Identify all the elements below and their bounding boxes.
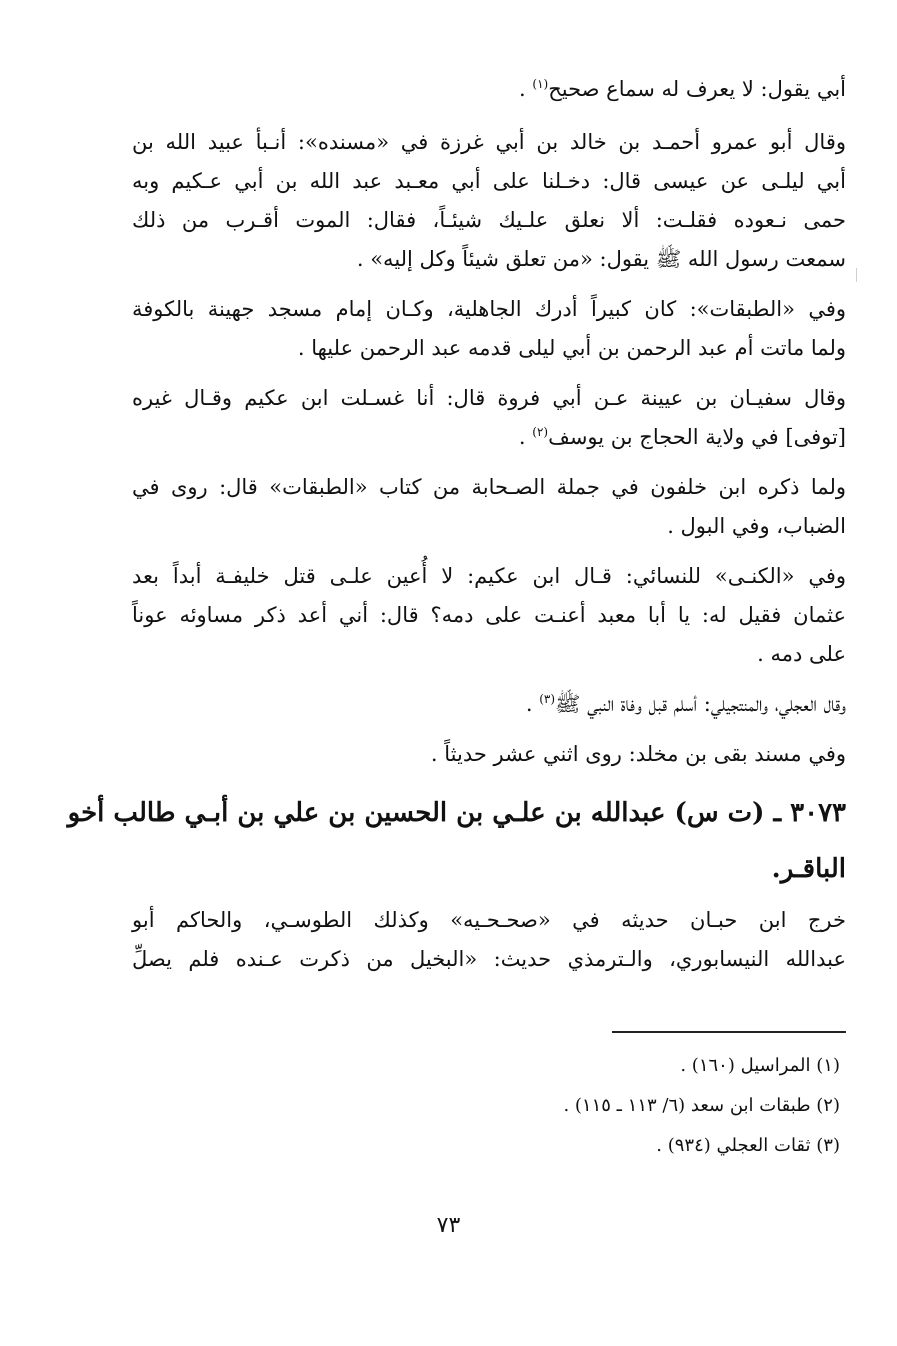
page-number: ٧٣ bbox=[436, 1213, 461, 1238]
footnote-divider bbox=[612, 1031, 846, 1033]
entry-heading-line: الباقـر. bbox=[771, 854, 846, 884]
text-line: ولما ذكره ابن خلفون في جملة الصـحابة من كتاب «الطبقات» قال: روى في bbox=[132, 475, 846, 499]
text-line: عبدالله النيسابوري، والـترمذي حديث: «البخيل من ذكرت عـنده فلم يصلِّ bbox=[132, 947, 846, 971]
footnote-2: (٢) طبقات ابن سعد (٦/ ١١٣ ـ ١١٥) . bbox=[563, 1095, 840, 1116]
paragraph-3 bbox=[132, 290, 846, 368]
footnote-marker: (٣) bbox=[539, 692, 556, 706]
paragraph-2 bbox=[132, 123, 846, 279]
text-line: أبي ليلـى عن عيسى قال: دخـلنا على أبي معـبد عبد الله بن أبي عـكيم وبه bbox=[132, 169, 846, 193]
paragraph-4: وقال سفيـان بن عيينة عـن أبي فروة قال: أنا غسـلت ابن عكيم وقـال غيره [توفى] في ولاية الحجاج بن يوسف$^{(٢)}$ . bbox=[132, 379, 846, 457]
text-line: سمعت رسول الله ﷺ يقول: «من تعلق شيئاً وكل إليه» . bbox=[356, 247, 846, 271]
text-line: على دمه . bbox=[757, 642, 846, 666]
paragraph-6 bbox=[132, 557, 846, 674]
text-line: حمى نـعوده فقلـت: ألا نعلق علـيك شيئـاً، فقال: الموت أقـرب من ذلك bbox=[132, 208, 846, 232]
entry-heading bbox=[67, 785, 846, 897]
text-line: وقال العجلي، والمنتجيلي: أسلم قبل وفاة النبي ﷺ bbox=[555, 692, 846, 716]
paragraph-9 bbox=[132, 901, 846, 979]
footnotes bbox=[132, 1046, 840, 1166]
text-line: وقال أبو عمرو أحمـد بن خالد بن أبي غرزة في «مسنده»: أنـبأ عبيد الله بن bbox=[132, 130, 846, 154]
footnote-3: (٣) ثقات العجلي (٩٣٤) . bbox=[656, 1135, 840, 1156]
footnote-marker: (٢) bbox=[532, 425, 549, 439]
footnote-1: (١) المراسيل (١٦٠) . bbox=[680, 1055, 840, 1076]
text-line: عثمان فقيل له: يا أبا معبد أعنـت على دمه؟ قال: أني أعد ذكر مساوئه عوناً bbox=[132, 603, 846, 627]
entry-heading-line: ٣٠٧٣ ـ (ت س) عبدالله بن علـي بن الحسين بن علي بن أبـي طالب أخو bbox=[67, 798, 846, 828]
paragraph-1: أبي يقول: لا يعرف له سماع صحيح$^{(١)}$ . bbox=[519, 77, 846, 101]
text-line: وقال سفيـان بن عيينة عـن أبي فروة قال: أنا غسـلت ابن عكيم وقـال غيره bbox=[132, 386, 846, 410]
text-line: ولما ماتت أم عبد الرحمن بن أبي ليلى قدمه عبد الرحمن عليها . bbox=[297, 336, 846, 360]
text-line: الضباب، وفي البول . bbox=[667, 514, 846, 538]
paragraph-5 bbox=[132, 468, 846, 546]
text-line: [توفى] في ولاية الحجاج بن يوسف bbox=[548, 425, 846, 449]
main-text bbox=[67, 70, 846, 990]
text-line: وفي «الكنـى» للنسائي: قـال ابن عكيم: لا أُعين علـى قتل خليفـة أبداً بعد bbox=[132, 564, 846, 588]
text-line: وفي مسند بقى بن مخلد: روى اثني عشر حديثاً . bbox=[430, 742, 846, 766]
text-line: خرج ابن حبـان حديثه في «صحـحـيه» وكذلك الطوسـي، والحاكم أبو bbox=[132, 908, 846, 932]
paragraph-8 bbox=[132, 735, 846, 774]
text-line: وفي «الطبقات»: كان كبيراً أدرك الجاهلية، وكـان إمام مسجد جهينة بالكوفة bbox=[132, 297, 846, 321]
margin-mark bbox=[856, 268, 857, 282]
paragraph-7: وقال العجلي، والمنتجيلي: أسلم قبل وفاة النبي ﷺ$^{(٣)}$ . bbox=[525, 692, 846, 716]
footnote-marker: (١) bbox=[532, 77, 549, 91]
text-line: أبي يقول: لا يعرف له سماع صحيح bbox=[548, 77, 846, 101]
